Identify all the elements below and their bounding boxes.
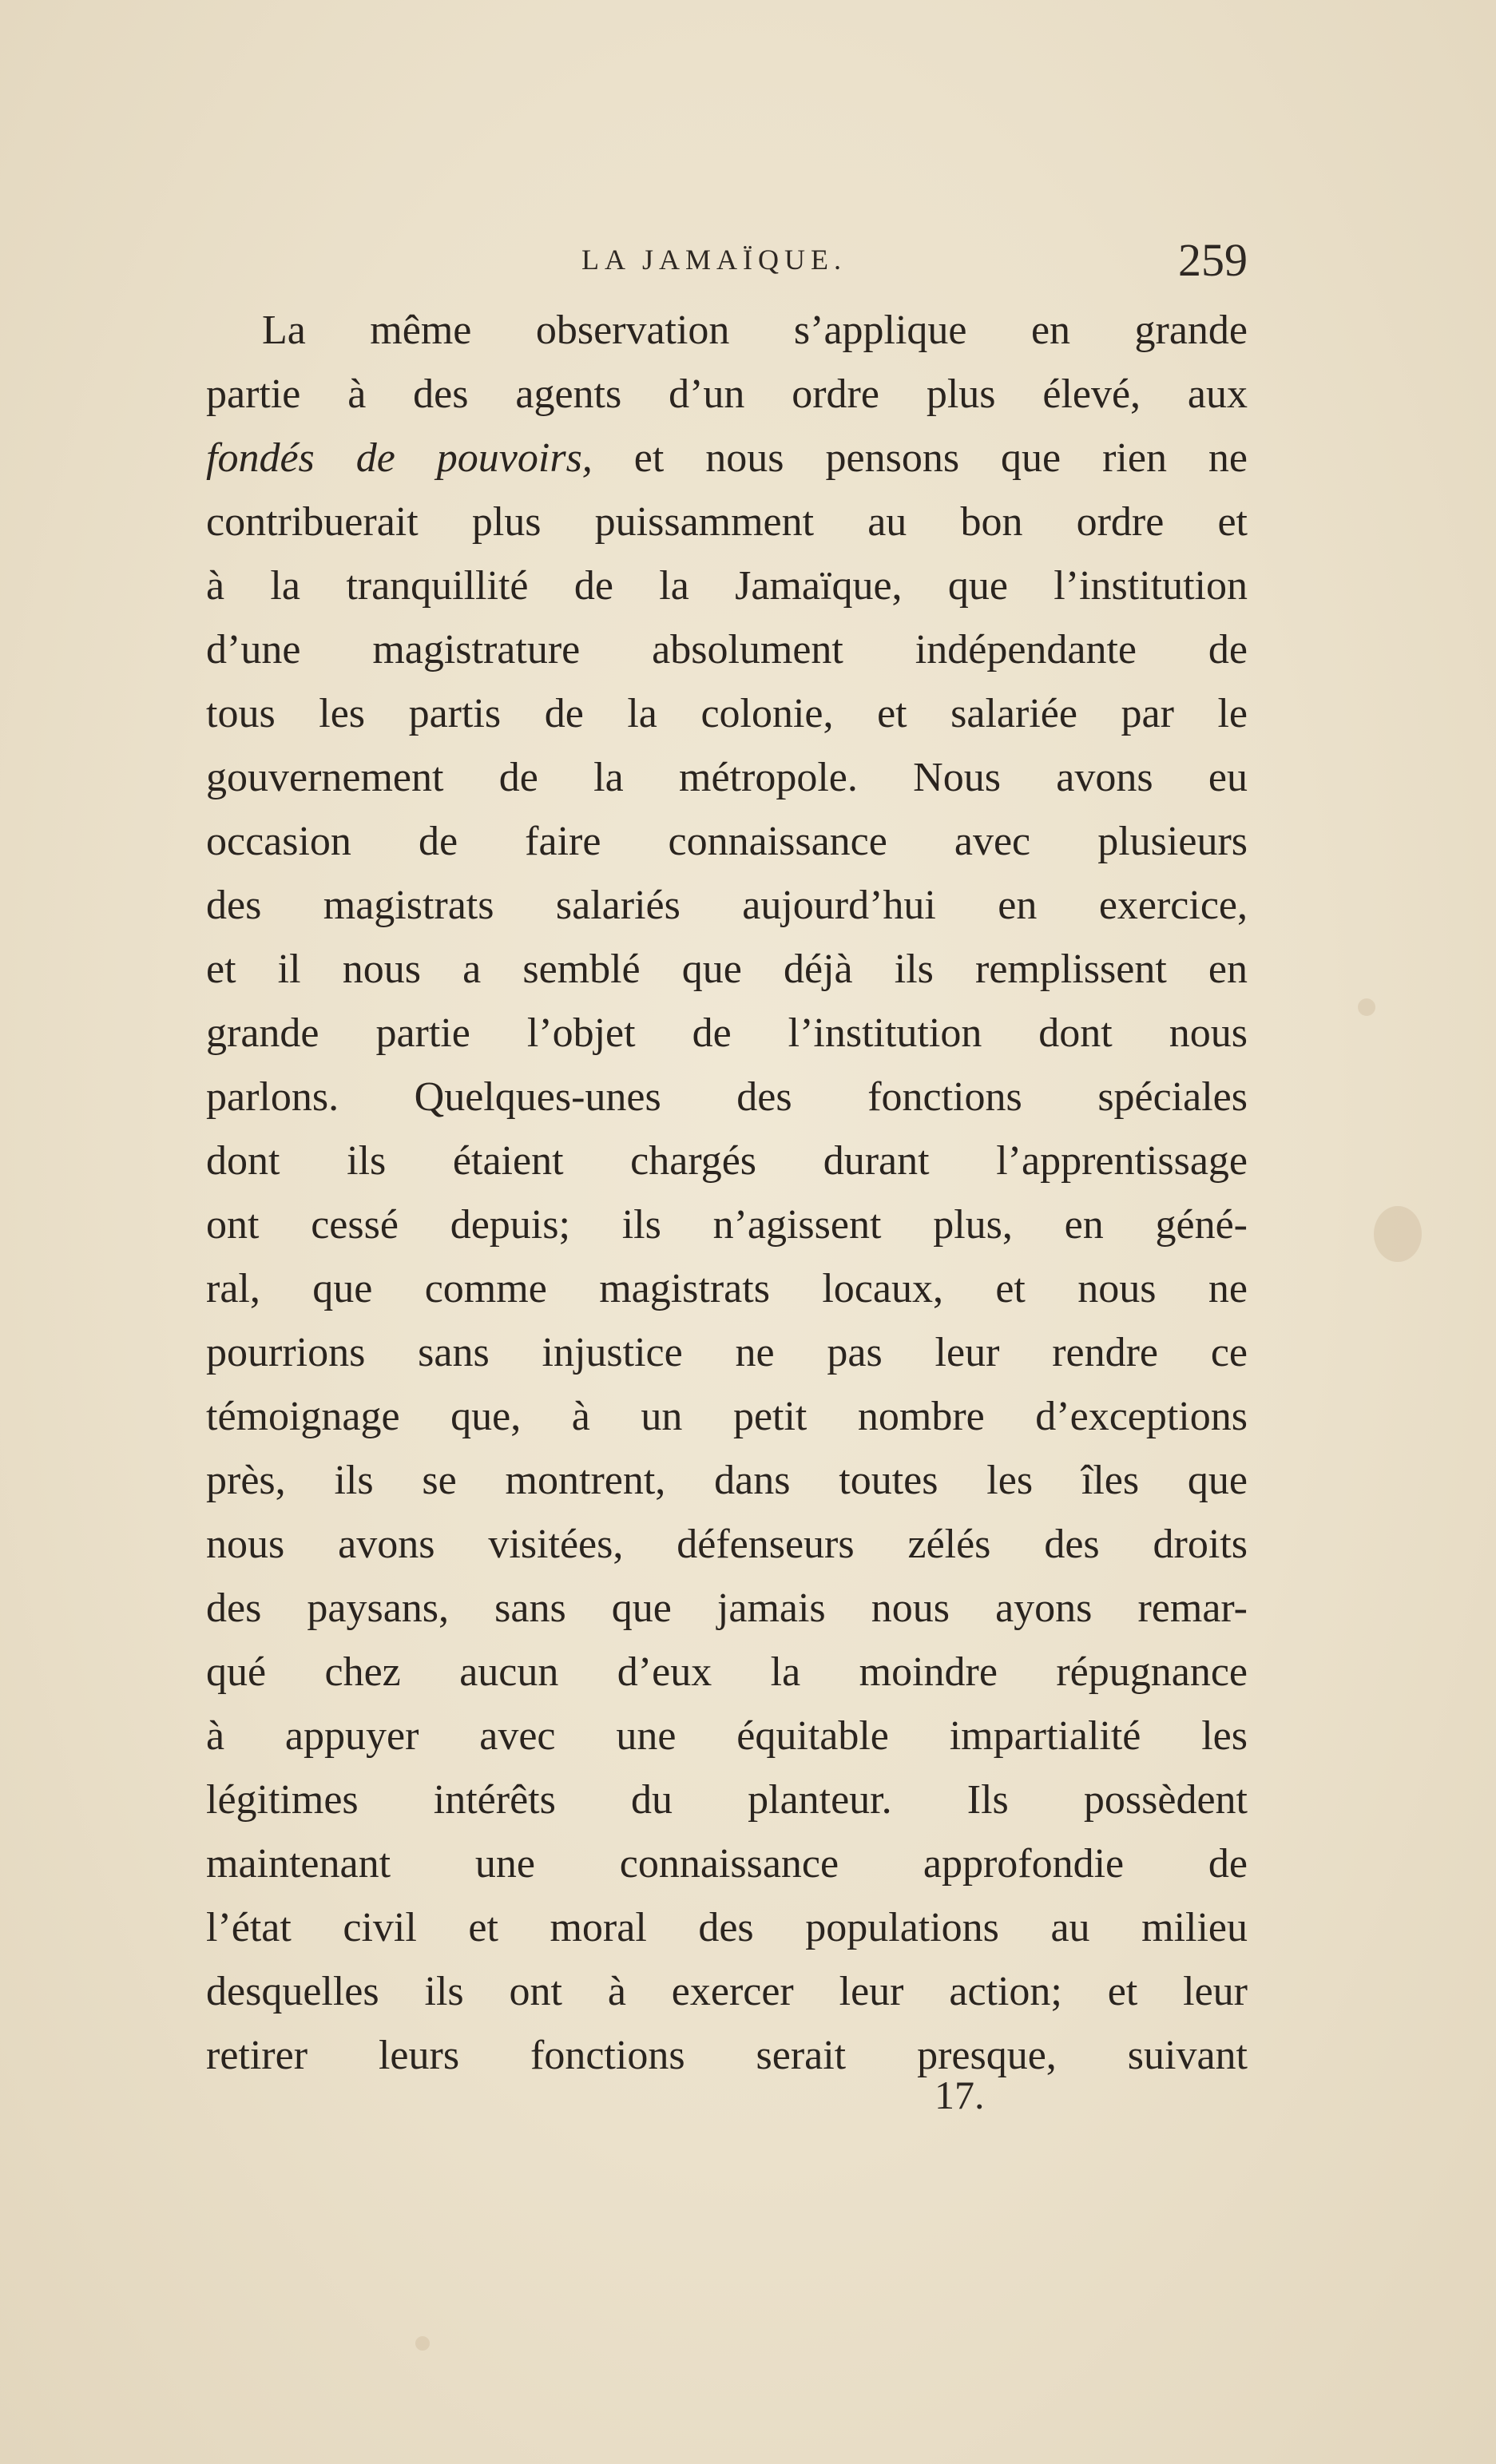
text-line: à appuyer avec une équitable impartialité les [206, 1713, 1248, 1759]
body-text [206, 299, 1248, 2088]
text-line: maintenant une connaissance approfondie de [206, 1841, 1248, 1887]
text-line: près, ils se montrent, dans toutes les îles que [206, 1458, 1248, 1503]
text-line: tous les partis de la colonie, et salariée par le [206, 691, 1248, 736]
running-head [206, 233, 1248, 289]
text-line: parlons. Quelques-unes des fonctions spéciales [206, 1074, 1248, 1120]
text-line: ral, que comme magistrats locaux, et nous ne [206, 1266, 1248, 1311]
text-line: des paysans, sans que jamais nous ayons remar- [206, 1585, 1248, 1631]
text-line: nous avons visitées, défenseurs zélés des droits [206, 1522, 1248, 1567]
text-line: retirer leurs fonctions serait presque, suivant [206, 2033, 1248, 2078]
text-line: l’état civil et moral des populations au milieu [206, 1905, 1248, 1950]
text-line: gouvernement de la métropole. Nous avons eu [206, 755, 1248, 800]
text-line: légitimes intérêts du planteur. Ils possèdent [206, 1777, 1248, 1823]
text-line: dont ils étaient chargés durant l’apprentissage [206, 1138, 1248, 1184]
text-line: témoignage que, à un petit nombre d’exceptions [206, 1394, 1248, 1439]
text-line: pourrions sans injustice ne pas leur rendre ce [206, 1330, 1248, 1375]
text-line: qué chez aucun d’eux la moindre répugnance [206, 1649, 1248, 1695]
text-line: contribuerait plus puissamment au bon ordre et [206, 499, 1248, 545]
foxing-spot [1374, 1206, 1422, 1262]
running-title: LA JAMAÏQUE. [581, 244, 847, 276]
text-line: fondés de pouvoirs, et nous pensons que rien ne [206, 435, 1248, 481]
text-line: La même observation s’applique en grande [262, 308, 1248, 353]
text-line: ont cessé depuis; ils n’agissent plus, en géné- [206, 1202, 1248, 1248]
foxing-spot [415, 2336, 430, 2351]
text-line: des magistrats salariés aujourd’hui en exercice, [206, 883, 1248, 928]
signature-mark: 17. [935, 2073, 985, 2117]
text-line: et il nous a semblé que déjà ils remplissent en [206, 946, 1248, 992]
text-line: d’une magistrature absolument indépendante de [206, 627, 1248, 673]
foxing-spot [1358, 998, 1375, 1016]
text-line: desquelles ils ont à exercer leur action; et leur [206, 1969, 1248, 2014]
text-line: partie à des agents d’un ordre plus élevé, aux [206, 371, 1248, 417]
italic-phrase: fondés de pouvoirs, [206, 435, 593, 481]
text-line: à la tranquillité de la Jamaïque, que l’institution [206, 563, 1248, 609]
page-number: 259 [1178, 234, 1248, 286]
text-line: occasion de faire connaissance avec plusieurs [206, 819, 1248, 864]
text-line: grande partie l’objet de l’institution dont nous [206, 1010, 1248, 1056]
